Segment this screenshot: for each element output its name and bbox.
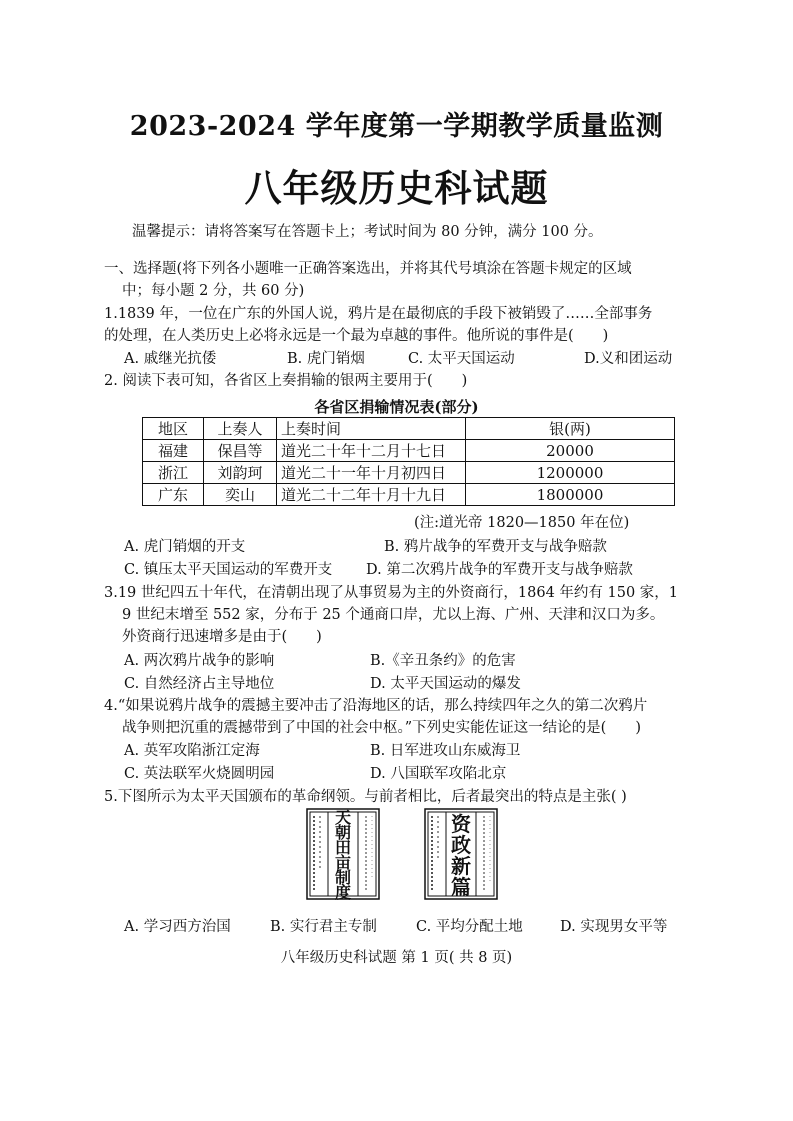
q3-option-b: B.《辛丑条约》的危害 (370, 653, 516, 669)
exam-title: 2023-2024 学年度第一学期教学质量监测 (129, 111, 664, 142)
q5-option-b: B. 实行君主专制 (270, 919, 377, 935)
table-cell: 保昌等 (204, 440, 277, 462)
table-header-cell: 地区 (143, 418, 204, 440)
doc1-title: 天朝田亩制度 (334, 808, 351, 902)
table-cell: 奕山 (204, 484, 277, 506)
table-cell: 浙江 (143, 462, 204, 484)
table-cell: 刘韵珂 (204, 462, 277, 484)
q1-option-a: A. 戚继光抗倭 (124, 351, 217, 367)
page-footer: 八年级历史科试题 第 1 页( 共 8 页) (280, 950, 513, 966)
table-cell: 广东 (143, 484, 204, 506)
q2-option-c: C. 镇压太平天国运动的军费开支 (124, 562, 333, 578)
exam-tip: 温馨提示：请将答案写在答题卡上；考试时间为 80 分钟，满分 100 分。 (132, 224, 603, 240)
table-cell: 20000 (466, 440, 675, 462)
q4-option-b: B. 日军进攻山东威海卫 (370, 743, 521, 759)
q2-table (142, 417, 675, 506)
q1-stem-line2: 的处理，在人类历史上必将永远是一个最为卓越的事件。他所说的事件是( ) (104, 328, 609, 344)
table-header-cell: 上奏时间 (277, 418, 466, 440)
q4-option-d: D. 八国联军攻陷北京 (370, 766, 507, 782)
table-row (143, 440, 675, 462)
table-cell: 1200000 (466, 462, 675, 484)
q4-stem-line2: 战争则把沉重的震撼带到了中国的社会中枢。”下列史实能佐证这一结论的是( ) (122, 720, 641, 736)
q3-option-a: A. 两次鸦片战争的影响 (124, 653, 275, 669)
table-cell: 福建 (143, 440, 204, 462)
q4-stem-line1: 4.“如果说鸦片战争的震撼主要冲击了沿海地区的话，那么持续四年之久的第二次鸦片 (104, 698, 648, 714)
table-row (143, 484, 675, 506)
q2-option-d: D. 第二次鸦片战争的军费开支与战争赔款 (366, 562, 633, 578)
section-heading-line1: 一、选择题(将下列各小题唯一正确答案选出，并将其代号填涂在答题卡规定的区域 (104, 261, 632, 277)
q5-option-c: C. 平均分配土地 (416, 919, 523, 935)
q3-stem-line3: 外资商行迅速增多是由于( ) (122, 629, 322, 645)
section-heading-line2: 中；每小题 2 分，共 60 分) (122, 283, 305, 299)
tianchao-tianmu-document-image (306, 808, 380, 900)
table-row (143, 462, 675, 484)
q2-table-note: (注:道光帝 1820—1850 年在位) (414, 515, 630, 531)
q4-option-c: C. 英法联军火烧圆明园 (124, 766, 275, 782)
doc2-title: 资政新篇 (451, 812, 471, 899)
q3-stem-line1: 3.19 世纪四五十年代，在清朝出现了从事贸易为主的外资商行，1864 年约有 150 家，1 (104, 585, 679, 601)
q1-option-b: B. 虎门销烟 (287, 351, 365, 367)
q5-stem: 5.下图所示为太平天国颁布的革命纲领。与前者相比，后者最突出的特点是主张( ) (104, 789, 627, 805)
q1-stem-line1: 1.1839 年，一位在广东的外国人说，鸦片是在最彻底的手段下被销毁了……全部事务 (104, 306, 653, 322)
table-cell: 道光二十一年十月初四日 (277, 462, 466, 484)
exam-subtitle: 八年级历史科试题 (244, 166, 549, 210)
table-cell: 道光二十二年十月十九日 (277, 484, 466, 506)
q4-option-a: A. 英军攻陷浙江定海 (124, 743, 260, 759)
q2-option-b: B. 鸦片战争的军费开支与战争赔款 (384, 539, 607, 555)
q5-option-a: A. 学习西方治国 (124, 919, 231, 935)
q2-stem: 2. 阅读下表可知，各省区上奏捐输的银两主要用于( ) (104, 373, 468, 389)
q2-option-a: A. 虎门销烟的开支 (124, 539, 246, 555)
table-header-cell: 上奏人 (204, 418, 277, 440)
q3-option-d: D. 太平天国运动的爆发 (370, 676, 521, 692)
q3-option-c: C. 自然经济占主导地位 (124, 676, 275, 692)
table-header-cell: 银(两) (466, 418, 675, 440)
q1-option-d: D.义和团运动 (584, 351, 673, 367)
table-header-row (143, 418, 675, 440)
q1-option-c: C. 太平天国运动 (408, 351, 515, 367)
q5-option-d: D. 实现男女平等 (560, 919, 668, 935)
table-cell: 1800000 (466, 484, 675, 506)
q2-table-title: 各省区捐输情况表(部分) (314, 398, 479, 416)
table-cell: 道光二十年十二月十七日 (277, 440, 466, 462)
q3-stem-line2: 9 世纪末增至 552 家，分布于 25 个通商口岸，尤以上海、广州、天津和汉口为多。 (122, 607, 665, 623)
zizheng-xinpian-document-image (424, 808, 498, 900)
